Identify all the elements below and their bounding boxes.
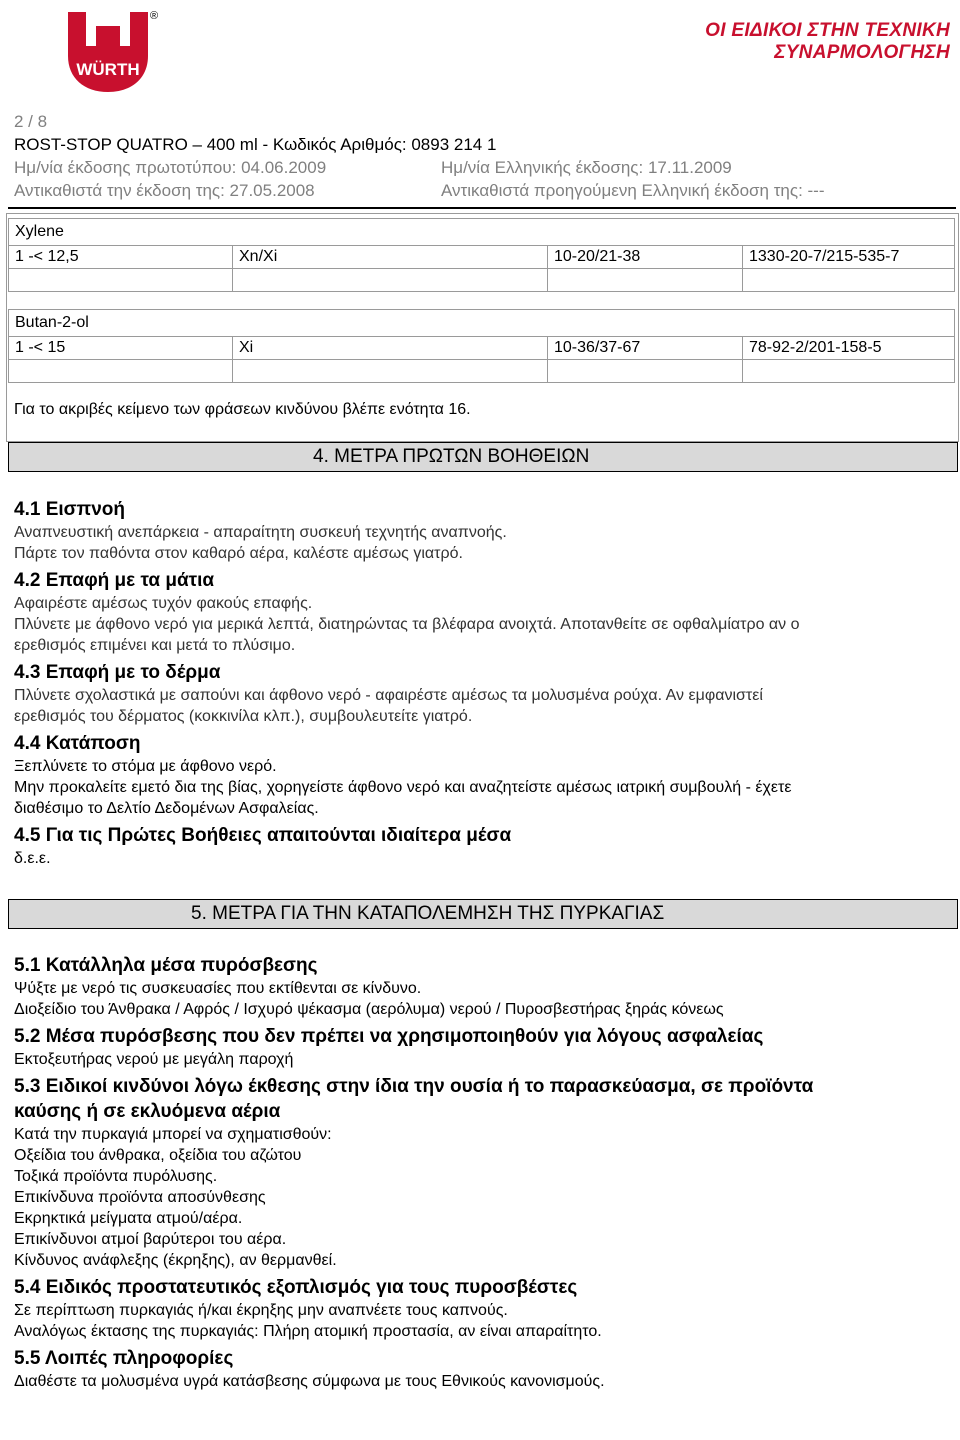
heading-4-3: 4.3 Επαφή με το δέρμα — [14, 662, 221, 683]
section-5-header — [8, 899, 958, 929]
registered-mark: ® — [150, 10, 159, 22]
text-line: Ψύξτε με νερό τις συσκευασίες που εκτίθενται σε κίνδυνο. — [14, 980, 422, 997]
heading-4-1: 4.1 Εισπνοή — [14, 499, 125, 520]
text-line: Διαθέστε τα μολυσμένα υγρά κατάσβεσης σύμφωνα με τους Εθνικούς κανονισμούς. — [14, 1373, 605, 1390]
text-line: Σε περίπτωση πυρκαγιάς ή/και έκρηξης μην αναπνέετε τους καπνούς. — [14, 1302, 508, 1319]
component-concentration: 1 -< 15 — [9, 337, 233, 360]
text-line: ερεθισμός του δέρματος (κοκκινίλα κλπ.), συμβουλευτείτε γιατρό. — [14, 708, 473, 725]
component-concentration: 1 -< 12,5 — [9, 246, 233, 269]
component-name: Butan-2-ol — [9, 310, 955, 337]
logo-text: WÜRTH — [76, 60, 140, 79]
section-4-header — [8, 442, 958, 472]
text-line: Εκρηκτικά μείγματα ατμού/αέρα. — [14, 1210, 243, 1227]
replaces-greek-date: Αντικαθιστά προηγούμενη Ελληνική έκδοση της: --- — [441, 181, 825, 200]
first-issue-date: Ημ/νία έκδοσης πρωτοτύπου: 04.06.2009 — [14, 158, 327, 177]
text-line: ερεθισμός επιμένει και μετά το πλύσιμο. — [14, 637, 296, 654]
section-5-title: 5. ΜΕΤΡΑ ΓΙΑ ΤΗΝ ΚΑΤΑΠΟΛΕΜΗΣΗ ΤΗΣ ΠΥΡΚΑΓΙΑΣ — [191, 903, 665, 924]
component-symbol: Xi — [233, 337, 548, 360]
page-number: 2 / 8 — [14, 112, 48, 131]
text-line: Πλύνετε σχολαστικά με σαπούνι και άφθονο νερό - αφαιρέστε αμέσως τα μολυσμένα ρούχα. Αν εμφανιστεί — [14, 687, 763, 704]
component-name: Xylene — [9, 219, 955, 246]
document-header — [14, 110, 944, 202]
heading-5-5: 5.5 Λοιπές πληροφορίες — [14, 1348, 234, 1369]
product-title: ROST-STOP QUATRO – 400 ml - Κωδικός Αριθμός: 0893 214 1 — [14, 135, 497, 154]
text-line: δ.ε.ε. — [14, 850, 51, 867]
tagline-line-2: ΣΥΝΑΡΜΟΛΟΓΗΣΗ — [774, 42, 950, 63]
component-table-xylene — [8, 218, 955, 292]
component-cas: 78-92-2/201-158-5 — [743, 337, 955, 360]
component-risk: 10-20/21-38 — [548, 246, 743, 269]
wurth-logo — [60, 10, 159, 94]
component-cas: 1330-20-7/215-535-7 — [743, 246, 955, 269]
section-4-content — [14, 497, 944, 869]
heading-4-5: 4.5 Για τις Πρώτες Βοήθειες απαιτούνται ιδιαίτερα μέσα — [14, 825, 512, 846]
component-table-butanol — [8, 309, 955, 383]
text-line: Ξεπλύνετε το στόμα με άφθονο νερό. — [14, 758, 277, 775]
tagline-line-1: ΟΙ ΕΙΔΙΚΟΙ ΣΤΗΝ ΤΕΧΝΙΚΗ — [705, 20, 950, 41]
text-line: Αναπνευστική ανεπάρκεια - απαραίτητη συσκευή τεχνητής αναπνοής. — [14, 524, 507, 541]
risk-phrases-note: Για το ακριβές κείμενο των φράσεων κινδύνου βλέπε ενότητα 16. — [14, 401, 471, 418]
heading-4-2: 4.2 Επαφή με τα μάτια — [14, 570, 215, 591]
text-line: Τοξικά προϊόντα πυρόλυσης. — [14, 1168, 218, 1185]
greek-issue-date: Ημ/νία Ελληνικής έκδοσης: 17.11.2009 — [441, 158, 732, 177]
component-risk: 10-36/37-67 — [548, 337, 743, 360]
heading-5-2: 5.2 Μέσα πυρόσβεσης που δεν πρέπει να χρησιμοποιηθούν για λόγους ασφαλείας — [14, 1026, 764, 1047]
brand-tagline — [705, 20, 950, 64]
text-line: Εκτοξευτήρας νερού με μεγάλη παροχή — [14, 1051, 294, 1068]
text-line: Οξείδια του άνθρακα, οξείδια του αζώτου — [14, 1147, 302, 1164]
text-line: Κίνδυνος ανάφλεξης (έκρηξης), αν θερμανθεί. — [14, 1252, 337, 1269]
section-5-content — [14, 953, 944, 1392]
heading-5-4: 5.4 Ειδικός προστατευτικός εξοπλισμός για τους πυροσβέστες — [14, 1277, 578, 1298]
text-line: Επικίνδυνα προϊόντα αποσύνθεσης — [14, 1189, 266, 1206]
text-line: Αφαιρέστε αμέσως τυχόν φακούς επαφής. — [14, 595, 313, 612]
text-line: Αναλόγως έκτασης της πυρκαγιάς: Πλήρη ατομική προστασία, αν είναι απαραίτητο. — [14, 1323, 602, 1340]
heading-5-3: 5.3 Ειδικοί κινδύνοι λόγω έκθεσης στην ίδια την ουσία ή το παρασκεύασμα, σε προϊόντα — [14, 1076, 814, 1097]
header-divider — [8, 207, 956, 209]
text-line: Πλύνετε με άφθονο νερό για μερικά λεπτά, διατηρώντας τα βλέφαρα ανοιχτά. Αποτανθείτε σε οφθαλμίατρο αν ο — [14, 616, 800, 633]
section-4-title: 4. ΜΕΤΡΑ ΠΡΩΤΩΝ ΒΟΗΘΕΙΩΝ — [313, 446, 590, 467]
text-line: Κατά την πυρκαγιά μπορεί να σχηματισθούν: — [14, 1126, 332, 1143]
component-symbol: Xn/Xi — [233, 246, 548, 269]
heading-4-4: 4.4 Κατάποση — [14, 733, 141, 754]
replaces-date: Αντικαθιστά την έκδοση της: 27.05.2008 — [14, 181, 315, 200]
heading-5-3-cont: καύσης ή σε εκλυόμενα αέρια — [14, 1101, 281, 1122]
text-line: διαθέσιμο το Δελτίο Δεδομένων Ασφαλείας. — [14, 800, 319, 817]
text-line: Πάρτε τον παθόντα στον καθαρό αέρα, καλέστε αμέσως γιατρό. — [14, 545, 463, 562]
text-line: Μην προκαλείτε εμετό δια της βίας, χορηγείστε άφθονο νερό και αναζητείστε αμέσως ιατρική συμβουλή - έχετε — [14, 779, 792, 796]
text-line: Επικίνδυνοι ατμοί βαρύτεροι του αέρα. — [14, 1231, 287, 1248]
heading-5-1: 5.1 Κατάλληλα μέσα πυρόσβεσης — [14, 955, 318, 976]
text-line: Διοξείδιο του Άνθρακα / Αφρός / Ισχυρό ψέκασμα (αερόλυμα) νερού / Πυροσβεστήρας ξηράς κόνεως — [14, 1001, 724, 1018]
